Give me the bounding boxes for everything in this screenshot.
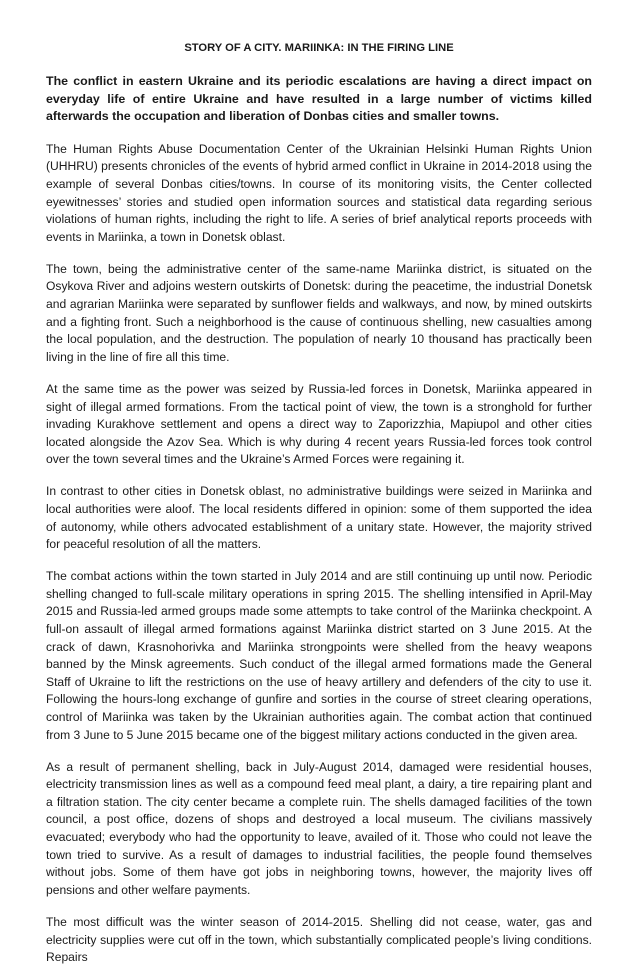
page-title: STORY OF A CITY. MARIINKA: IN THE FIRING LINE xyxy=(184,42,454,54)
lead-paragraph: The conflict in eastern Ukraine and its periodic escalations are having a direct impact on everyday life of entire Ukraine and have resulted in a large number of victims killed afterwards the occupation and liberation of Donbas cities and smaller towns. xyxy=(46,74,592,124)
body-paragraph-3: At the same time as the power was seized by Russia-led forces in Donetsk, Mariinka appeared in sight of illegal armed formations. From the tactical point of view, the town is a stronghold for further invading Kurakhove settlement and opens a direct way to Zaporizzhia, Mapiupol and other cities located alongside the Azov Sea. Which is why during 4 recent years Russia-led forces took control over the town several times and the Ukraine’s Armed Forces were regaining it. xyxy=(46,381,592,467)
body-paragraph-7: The most difficult was the winter season of 2014-2015. Shelling did not cease, water, gas and electricity supplies were cut off in the town, which substantially complicated people’s living conditions. Repairs xyxy=(46,914,592,965)
body-paragraph-4: In contrast to other cities in Donetsk oblast, no administrative buildings were seized in Mariinka and local authorities were aloof. The local residents differed in opinion: some of them supported the idea of autonomy, while others advocated establishment of a unitary state. However, the majority strived for peaceful resolution of all the matters. xyxy=(46,484,592,552)
body-paragraph-1: The Human Rights Abuse Documentation Center of the Ukrainian Helsinki Human Rights Union (UHHRU) presents chronicles of the events of hybrid armed conflict in Ukraine in 2014-2018 using the example of several Donbas cities/towns. In course of its monitoring visits, the Center collected eyewitnesses’ stories and studied open information sources and statistical data regarding serious violations of human rights, including the right to life. A series of brief analytical reports proceeds with events in Mariinka, a town in Donetsk oblast. xyxy=(46,141,592,244)
body-paragraph-5: The combat actions within the town started in July 2014 and are still continuing up until now. Periodic shelling changed to full-scale military operations in spring 2015. The shelling intensified in April-May 2015 and Russia-led armed groups made some attempts to take control of the Mariinka checkpoint. A full-on assault of illegal armed formations against Mariinka district started on 3 June 2015. At the crack of dawn, Krasnohorivka and Mariinka strongpoints were shelled from the heavy weapons banned by the Minsk agreements. Such conduct of the illegal armed formations made the General Staff of Ukraine to lift the restrictions on the use of heavy artillery and defenders of the city to use it. Following the hours-long exchange of gunfire and sorties in the course of street clearing operations, control of Mariinka was taken by the Ukrainian authorities again. The combat action that continued from 3 June to 5 June 2015 became one of the biggest military actions conducted in the given area. xyxy=(46,569,592,742)
body-paragraph-2: The town, being the administrative center of the same-name Mariinka district, is situated on the Osykova River and adjoins western outskirts of Donetsk: during the peacetime, the industrial Donetsk and agrarian Mariinka were separated by sunflower fields and walkways, and now, by mined outskirts and a fighting front. Such a neighborhood is the cause of continuous shelling, new casualties among the local population, and the destruction. The population of nearly 10 thousand has practically been living in the line of fire all this time. xyxy=(46,261,592,364)
body-paragraph-6: As a result of permanent shelling, back in July-August 2014, damaged were residential houses, electricity transmission lines as well as a compound feed meal plant, a dairy, a tire repairing plant and a filtration station. The city center became a complete ruin. The shells damaged facilities of the town council, a post office, dozens of shops and destroyed a local museum. The civilians massively evacuated; everybody who had the opportunity to leave, availed of it. Those who could not leave the town tried to survive. As a result of damages to industrial facilities, the people found themselves without jobs. Some of them have got jobs in neighboring towns, however, the majority lives off pensions and other welfare payments. xyxy=(46,759,592,897)
